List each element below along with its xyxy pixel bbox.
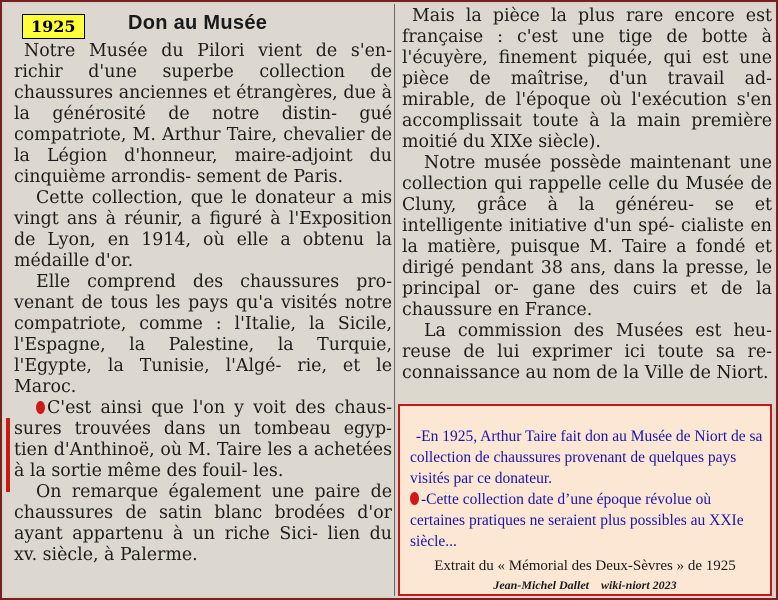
- paragraph: La commission des Musées est heu- reuse de lui exprimer ici toute sa re- connaissance au nom de la Ville de Niort.: [402, 321, 772, 383]
- newspaper-clipping-right: [396, 4, 774, 404]
- site-name: wiki-niort 2023: [600, 578, 677, 592]
- article-headline: Don au Musée: [128, 12, 268, 34]
- red-dot-marker-icon: [36, 401, 45, 414]
- article-left-column: [14, 41, 392, 566]
- newspaper-clipping-left: [4, 4, 395, 596]
- paragraph: On remarque également une paire de chaussures de satin blanc brodées d'or ayant appartenu à un riche Sici- lien du xv. siècle, à Palerme.: [14, 482, 392, 565]
- paragraph: Cette collection, que le donateur a mis vingt ans à réunir, a figuré à l'Exposition de Lyon, en 1914, où elle a obtenu la médaille d'or.: [14, 188, 392, 271]
- paragraph-text: C'est ainsi que l'on y voit des chaus- sures trouvées dans un tombeau egyp- tien d'Anthinoë, où M. Taire les a achetées à la sortie même des fouil- les.: [14, 398, 392, 481]
- annotation-line-text: -Cette collection date d’une époque révolue où certaines pratiques ne seraient plus possibles au XXIe siècle...: [410, 491, 744, 550]
- red-dot-marker-icon: [410, 492, 419, 505]
- red-margin-marker: [6, 418, 10, 492]
- paragraph-marked: [14, 398, 392, 482]
- annotation-text: [410, 426, 766, 552]
- paragraph: Notre Musée du Pilori vient de s'en- richir d'une superbe collection de chaussures anciennes et étrangères, due à la générosité de notre distin- gué compatriote, M. Arthur Taire, chevalier de la Légion d'honneur, maire-adjoint du cinquième arrondis- sement de Paris.: [14, 41, 392, 187]
- paragraph: Elle comprend des chaussures pro- venant de tous les pays qu'a visités notre compatriote, comme : l'Italie, la Sicile, l'Espagne, la Palestine, la Turquie, l'Egypte, la Tunisie, l'Algé- rie, et le Maroc.: [14, 272, 392, 397]
- annotation-box: [398, 404, 772, 596]
- author-name: Jean-Michel Dallet: [493, 578, 589, 592]
- paragraph: Mais la pièce la plus rare encore est française : c'est une tige de botte à l'écuyère, finement piquée, qui est une pièce de maîtrise, d'un travail ad- mirable, de l'époque où l'exécution s'en accomplissait toute à la main première moitié du XIXe siècle).: [402, 6, 772, 152]
- year-badge: 1925: [22, 14, 85, 39]
- source-citation: Extrait du « Mémorial des Deux-Sèvres » de 1925: [434, 558, 736, 574]
- annotation-line: -En 1925, Arthur Taire fait don au Musée de Niort de sa collection de chaussures provenant de quelques pays visités par ce donateur.: [410, 428, 763, 487]
- article-right-column: [402, 6, 772, 384]
- paragraph: Notre musée possède maintenant une collection qui rappelle celle du Musée de Cluny, grâce à la généreu- se et intelligente initiative d'un spé- cialiste en la matière, puisque M. Taire a fondé et dirigé pendant 38 ans, dans la presse, le principal or- gane des cuirs et de la chaussure en France.: [402, 153, 772, 320]
- author-credit: [400, 578, 770, 593]
- annotation-line-marked: [410, 489, 766, 552]
